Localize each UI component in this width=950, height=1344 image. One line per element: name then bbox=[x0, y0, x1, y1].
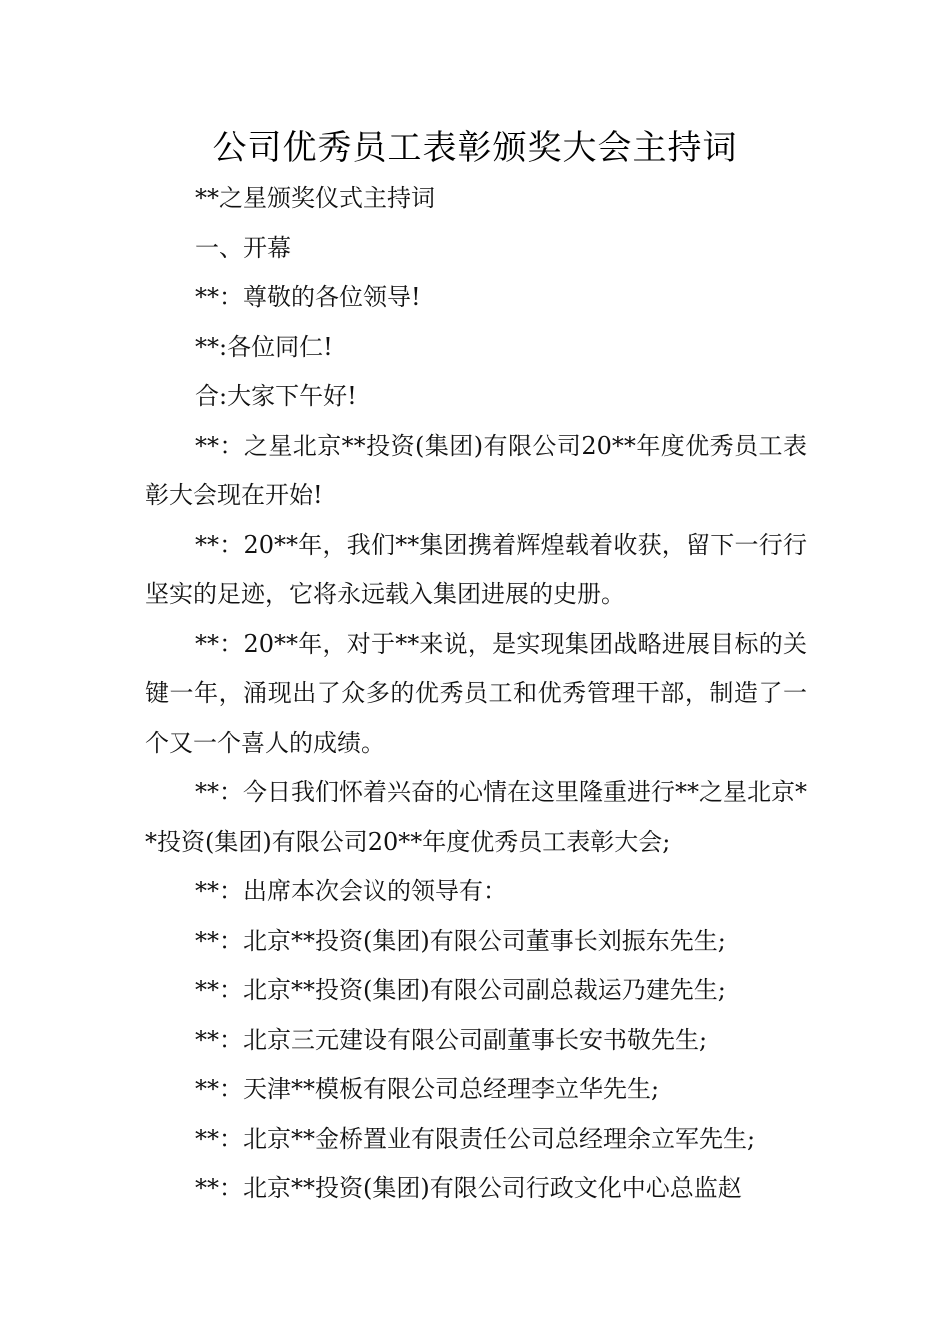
paragraph: **:各位同仁! bbox=[195, 332, 333, 361]
paragraph: **：之星北京**投资(集团)有限公司20**年度优秀员工表彰大会现在开始! bbox=[145, 431, 807, 509]
paragraph: **：北京**投资(集团)有限公司行政文化中心总监赵 bbox=[195, 1174, 742, 1202]
paragraph-section-heading: 一、开幕 bbox=[195, 233, 291, 262]
document-title: 公司优秀员工表彰颁奖大会主持词 bbox=[212, 128, 738, 168]
paragraph-subtitle: **之星颁奖仪式主持词 bbox=[195, 184, 435, 212]
paragraph: **：20**年，对于**来说，是实现集团战略进展目标的关键一年，涌现出了众多的优秀员工和优秀管理干部，制造了一个又一个喜人的成绩。 bbox=[145, 629, 807, 757]
paragraph: **：今日我们怀着兴奋的心情在这里隆重进行**之星北京**投资(集团)有限公司20**年度优秀员工表彰大会; bbox=[145, 778, 807, 856]
paragraph: **：20**年，我们**集团携着辉煌载着收获，留下一行行坚实的足迹，它将永远载入集团进展的史册。 bbox=[145, 530, 807, 608]
paragraph: **：北京**投资(集团)有限公司董事长刘振东先生; bbox=[195, 926, 726, 955]
paragraph: **：天津**模板有限公司总经理李立华先生; bbox=[195, 1075, 660, 1103]
paragraph: **：北京**金桥置业有限责任公司总经理余立军先生; bbox=[195, 1124, 756, 1153]
document-body bbox=[145, 174, 807, 1214]
paragraph: **：尊敬的各位领导! bbox=[195, 283, 421, 311]
paragraph: **：北京三元建设有限公司副董事长安书敬先生; bbox=[195, 1025, 708, 1054]
paragraph: **：出席本次会议的领导有： bbox=[195, 877, 507, 905]
paragraph: 合:大家下午好! bbox=[195, 382, 357, 410]
paragraph: **：北京**投资(集团)有限公司副总裁运乃建先生; bbox=[195, 976, 726, 1004]
